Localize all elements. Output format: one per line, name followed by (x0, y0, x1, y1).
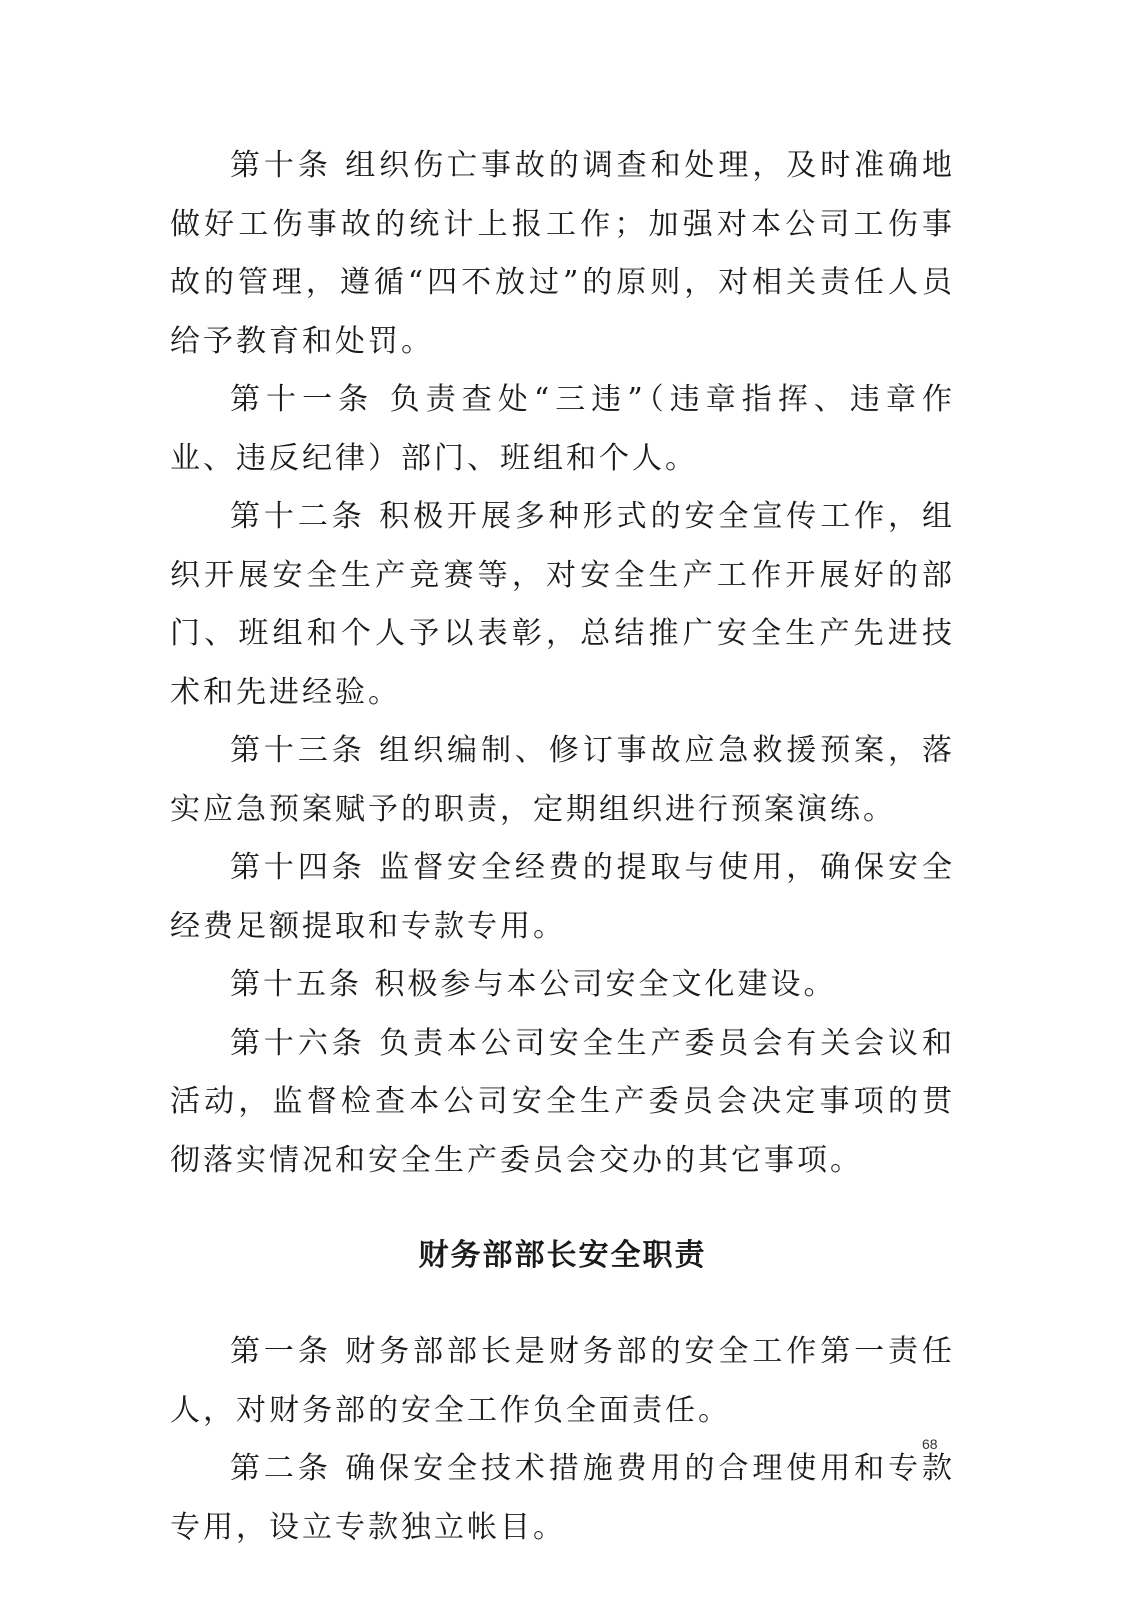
article-15: 第十五条 积极参与本公司安全文化建设。 (230, 967, 837, 1002)
finance-article-2: 第二条 确保安全技术措施费用的合理使用和专款专用，设立专款独立帐目。 (170, 1451, 955, 1545)
section-title: 财务部部长安全职责 (418, 1238, 707, 1273)
article-11: 第十一条 负责查处“三违”（违章指挥、违章作业、违反纪律）部门、班组和个人。 (170, 382, 955, 476)
article-16: 第十六条 负责本公司安全生产委员会有关会议和活动，监督检查本公司安全生产委员会决定事项的贯彻落实情况和安全生产委员会交办的其它事项。 (170, 1025, 955, 1178)
document-body (170, 137, 955, 1557)
article-13: 第十三条 组织编制、修订事故应急救援预案，落实应急预案赋予的职责，定期组织进行预案演练。 (170, 733, 955, 827)
page-number: 68 (922, 1436, 938, 1452)
article-10: 第十条 组织伤亡事故的调查和处理，及时准确地做好工伤事故的统计上报工作；加强对本公司工伤事故的管理，遵循“四不放过”的原则，对相关责任人员给予教育和处罚。 (170, 148, 955, 359)
article-12: 第十二条 积极开展多种形式的安全宣传工作，组织开展安全生产竞赛等，对安全生产工作开展好的部门、班组和个人予以表彰，总结推广安全生产先进技术和先进经验。 (170, 499, 955, 710)
article-14: 第十四条 监督安全经费的提取与使用，确保安全经费足额提取和专款专用。 (170, 850, 955, 944)
finance-article-1: 第一条 财务部部长是财务部的安全工作第一责任人，对财务部的安全工作负全面责任。 (170, 1334, 955, 1428)
